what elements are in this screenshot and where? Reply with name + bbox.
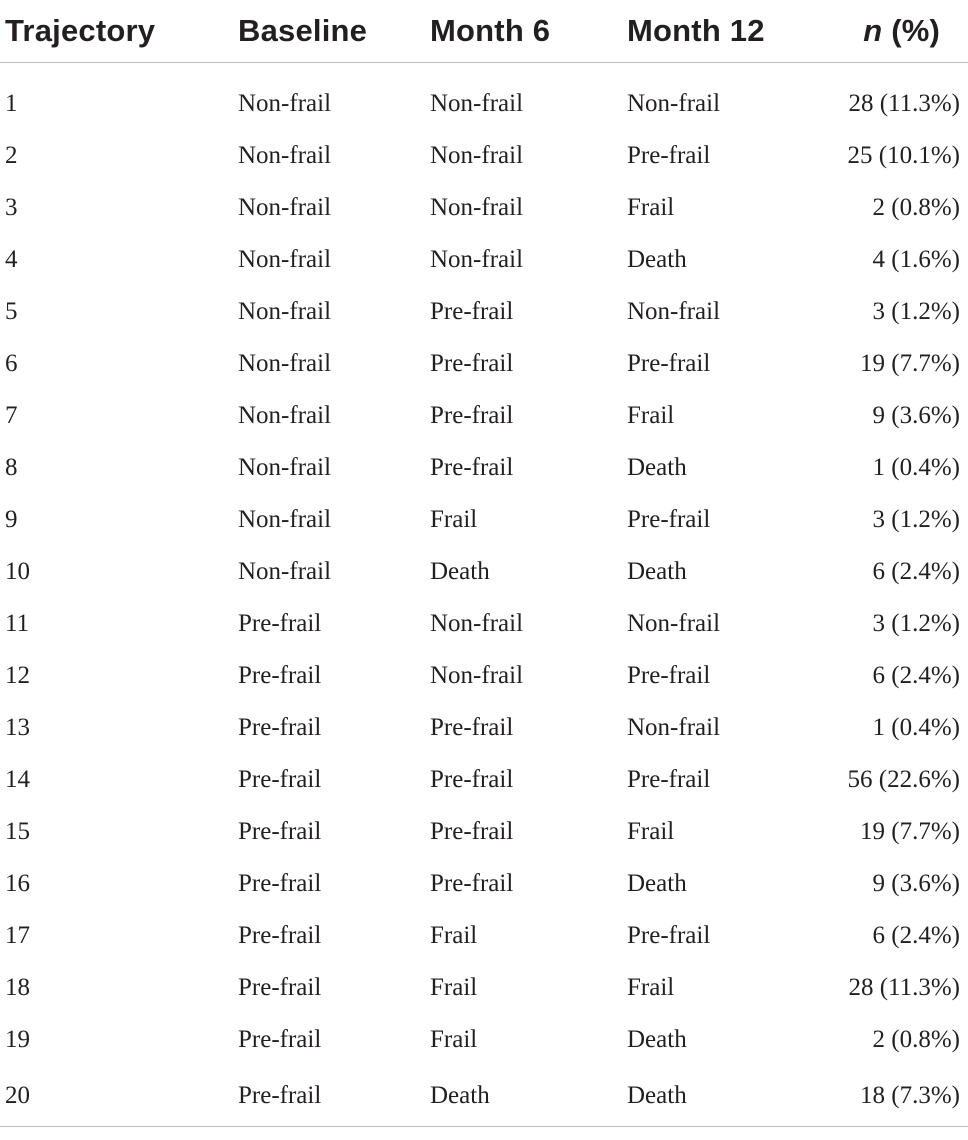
table-header (0, 0, 968, 63)
cell-month-12: Death (627, 1082, 687, 1109)
cell-trajectory: 11 (5, 610, 30, 637)
header-trajectory: Trajectory (5, 13, 156, 48)
cell-n-percent: 6 (2.4%) (872, 922, 960, 949)
cell-baseline: Non-frail (238, 454, 332, 481)
cell-baseline: Non-frail (238, 558, 332, 585)
cell-n-percent: 18 (7.3%) (860, 1082, 960, 1109)
cell-n-percent: 28 (11.3%) (848, 90, 960, 117)
cell-n-percent: 4 (1.6%) (872, 246, 960, 273)
cell-month-6: Non-frail (430, 662, 524, 689)
cell-baseline: Pre-frail (238, 1026, 322, 1053)
header-row (0, 0, 968, 63)
cell-baseline: Pre-frail (238, 662, 322, 689)
cell-month-6: Pre-frail (430, 818, 514, 845)
cell-n-percent: 6 (2.4%) (872, 558, 960, 585)
cell-baseline: Non-frail (238, 90, 332, 117)
table-row (0, 858, 968, 910)
cell-baseline: Non-frail (238, 142, 332, 169)
cell-month-12: Pre-frail (627, 922, 711, 949)
cell-month-6: Pre-frail (430, 870, 514, 897)
header-month-6: Month 6 (430, 13, 551, 48)
header-baseline: Baseline (238, 13, 368, 48)
cell-n-percent: 9 (3.6%) (872, 402, 960, 429)
cell-trajectory: 18 (5, 974, 30, 1001)
cell-n-percent: 56 (22.6%) (847, 766, 960, 793)
table-row (0, 130, 968, 182)
cell-month-12: Pre-frail (627, 662, 711, 689)
cell-trajectory: 2 (5, 142, 18, 169)
cell-n-percent: 2 (0.8%) (872, 1026, 960, 1053)
cell-baseline: Pre-frail (238, 714, 322, 741)
table-row (0, 962, 968, 1014)
cell-month-6: Death (430, 1082, 490, 1109)
cell-n-percent: 1 (0.4%) (872, 714, 960, 741)
header-month-12: Month 12 (627, 13, 765, 48)
cell-month-6: Non-frail (430, 246, 524, 273)
cell-trajectory: 14 (5, 766, 30, 793)
cell-month-6: Frail (430, 506, 478, 533)
cell-trajectory: 4 (5, 246, 18, 273)
cell-trajectory: 13 (5, 714, 30, 741)
cell-month-12: Frail (627, 194, 675, 221)
cell-month-6: Non-frail (430, 142, 524, 169)
cell-baseline: Pre-frail (238, 766, 322, 793)
cell-trajectory: 6 (5, 350, 18, 377)
cell-baseline: Pre-frail (238, 610, 322, 637)
cell-n-percent: 1 (0.4%) (872, 454, 960, 481)
table-row (0, 338, 968, 390)
spacer-row (0, 63, 968, 79)
cell-baseline: Pre-frail (238, 1082, 322, 1109)
table-row (0, 1066, 968, 1127)
cell-n-percent: 9 (3.6%) (872, 870, 960, 897)
cell-n-percent: 3 (1.2%) (872, 610, 960, 637)
cell-baseline: Pre-frail (238, 818, 322, 845)
cell-month-6: Pre-frail (430, 714, 514, 741)
table-row (0, 910, 968, 962)
cell-month-12: Frail (627, 402, 675, 429)
cell-month-12: Pre-frail (627, 350, 711, 377)
cell-trajectory: 1 (5, 90, 18, 117)
cell-trajectory: 10 (5, 558, 30, 585)
cell-trajectory: 20 (5, 1082, 30, 1109)
cell-month-6: Frail (430, 1026, 478, 1053)
cell-baseline: Non-frail (238, 298, 332, 325)
cell-month-12: Death (627, 1026, 687, 1053)
cell-month-12: Death (627, 246, 687, 273)
header-n-symbol: n (863, 13, 883, 48)
cell-n-percent: 3 (1.2%) (872, 298, 960, 325)
cell-month-12: Non-frail (627, 714, 721, 741)
cell-month-6: Frail (430, 922, 478, 949)
cell-trajectory: 19 (5, 1026, 30, 1053)
cell-month-12: Pre-frail (627, 142, 711, 169)
cell-n-percent: 2 (0.8%) (872, 194, 960, 221)
cell-trajectory: 5 (5, 298, 18, 325)
cell-month-6: Frail (430, 974, 478, 1001)
cell-month-6: Death (430, 558, 490, 585)
table-row (0, 702, 968, 754)
cell-month-12: Pre-frail (627, 506, 711, 533)
cell-n-percent: 19 (7.7%) (860, 350, 960, 377)
cell-n-percent: 3 (1.2%) (872, 506, 960, 533)
table-body (0, 78, 968, 1127)
cell-n-percent: 28 (11.3%) (848, 974, 960, 1001)
cell-month-6: Pre-frail (430, 298, 514, 325)
table-row (0, 286, 968, 338)
cell-baseline: Pre-frail (238, 974, 322, 1001)
table-row (0, 390, 968, 442)
cell-month-6: Pre-frail (430, 454, 514, 481)
header-n-suffix: (%) (882, 13, 940, 48)
table-row (0, 494, 968, 546)
cell-month-6: Pre-frail (430, 402, 514, 429)
cell-baseline: Non-frail (238, 350, 332, 377)
cell-month-12: Non-frail (627, 610, 721, 637)
spacer-cell (0, 63, 968, 79)
cell-month-12: Death (627, 558, 687, 585)
table-row (0, 806, 968, 858)
table-spacer (0, 63, 968, 79)
cell-trajectory: 12 (5, 662, 30, 689)
cell-n-percent: 19 (7.7%) (860, 818, 960, 845)
cell-trajectory: 3 (5, 194, 18, 221)
table-row (0, 182, 968, 234)
cell-month-12: Non-frail (627, 298, 721, 325)
table-row (0, 650, 968, 702)
cell-baseline: Non-frail (238, 194, 332, 221)
table-row (0, 234, 968, 286)
cell-baseline: Non-frail (238, 402, 332, 429)
cell-month-12: Non-frail (627, 90, 721, 117)
cell-trajectory: 7 (5, 402, 18, 429)
header-n-percent (814, 0, 968, 63)
cell-n-percent: 6 (2.4%) (872, 662, 960, 689)
cell-baseline: Pre-frail (238, 870, 322, 897)
cell-month-12: Frail (627, 974, 675, 1001)
cell-month-6: Pre-frail (430, 766, 514, 793)
cell-baseline: Pre-frail (238, 922, 322, 949)
cell-month-6: Non-frail (430, 194, 524, 221)
cell-trajectory: 16 (5, 870, 30, 897)
cell-month-6: Non-frail (430, 90, 524, 117)
cell-trajectory: 15 (5, 818, 30, 845)
cell-n-percent: 25 (10.1%) (847, 142, 960, 169)
cell-baseline: Non-frail (238, 506, 332, 533)
cell-month-6: Pre-frail (430, 350, 514, 377)
table-row (0, 78, 968, 130)
table-row (0, 598, 968, 650)
cell-trajectory: 8 (5, 454, 18, 481)
cell-baseline: Non-frail (238, 246, 332, 273)
table-row (0, 1014, 968, 1066)
table-row (0, 546, 968, 598)
cell-month-12: Death (627, 454, 687, 481)
cell-trajectory: 9 (5, 506, 18, 533)
cell-month-12: Frail (627, 818, 675, 845)
table-row (0, 754, 968, 806)
table-row (0, 442, 968, 494)
cell-trajectory: 17 (5, 922, 30, 949)
cell-month-6: Non-frail (430, 610, 524, 637)
cell-month-12: Pre-frail (627, 766, 711, 793)
cell-month-12: Death (627, 870, 687, 897)
